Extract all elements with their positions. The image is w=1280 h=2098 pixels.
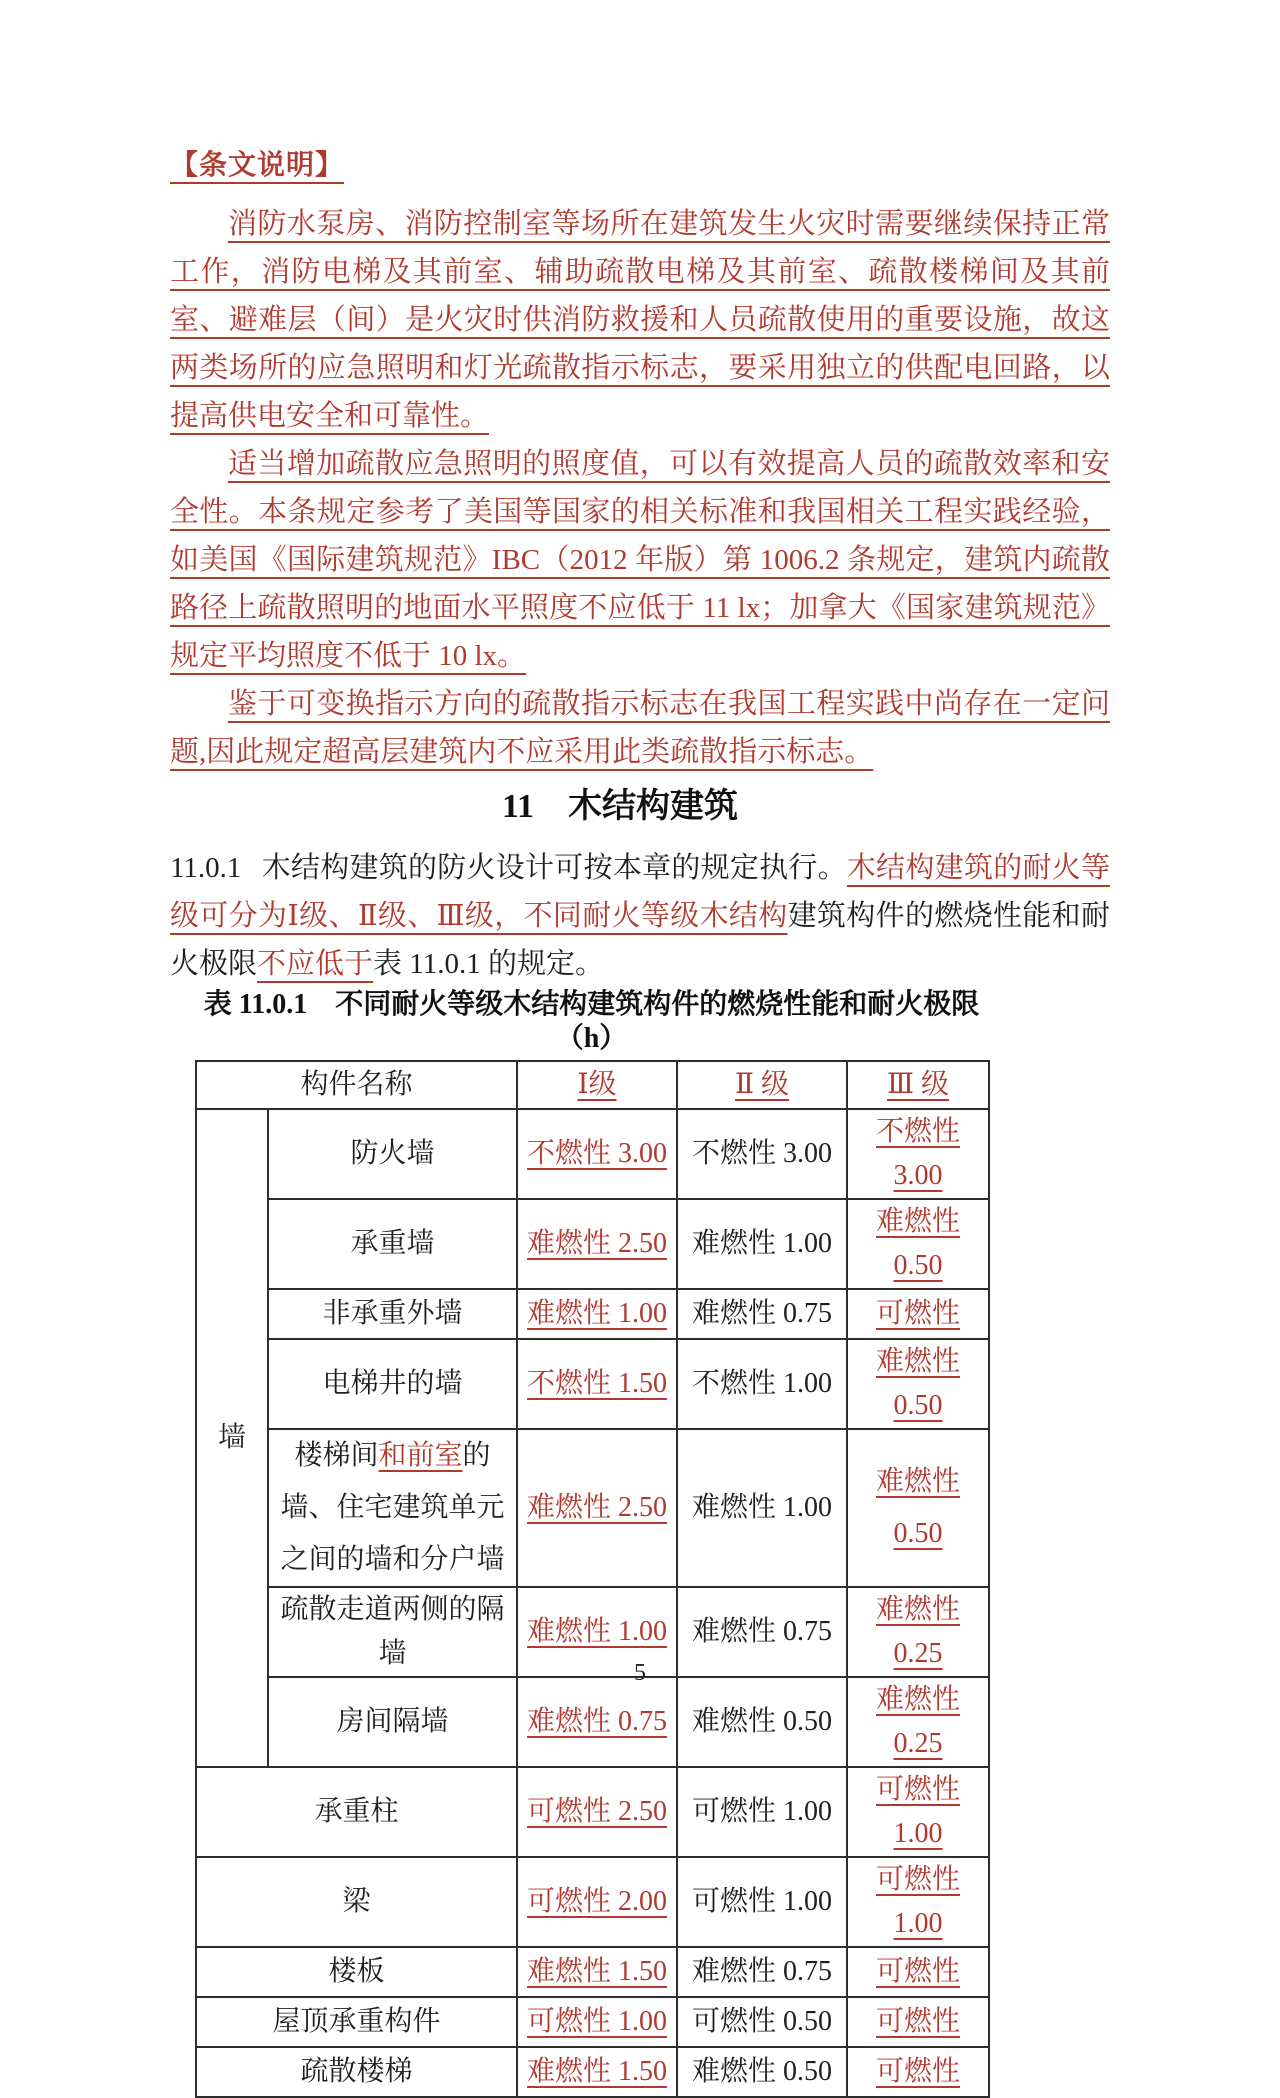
wall-group-cell: 墙 [196, 1109, 268, 1767]
cell-level1: 不燃性 3.00 [517, 1109, 677, 1199]
cell-level2: 难燃性 0.75 [677, 1947, 847, 1997]
paragraph-3 [170, 680, 1110, 776]
clause-text-red-3: 低于 [315, 948, 374, 980]
cell-level3: 难燃性 0.50 [847, 1429, 989, 1587]
header-level-2: Ⅱ 级 [677, 1061, 847, 1109]
row-name: 屋顶承重构件 [196, 1997, 517, 2047]
row-name: 电梯井的墙 [268, 1339, 517, 1429]
row-name: 楼梯间和前室的墙、住宅建筑单元之间的墙和分户墙 [268, 1429, 517, 1587]
cell-level2: 不燃性 3.00 [677, 1109, 847, 1199]
cell-level1: 难燃性 1.50 [517, 2047, 677, 2097]
cell-level3: 可燃性 [847, 1947, 989, 1997]
row-name-red-part: 和前室 [378, 1440, 463, 1471]
table-row-nonloadbearing-exterior-wall [196, 1289, 989, 1339]
cell-level2: 难燃性 0.75 [677, 1587, 847, 1677]
cell-level2: 可燃性 1.00 [677, 1767, 847, 1857]
header-level-3: Ⅲ 级 [847, 1061, 989, 1109]
cell-level3: 可燃性 [847, 2047, 989, 2097]
table-row-firewall [196, 1109, 989, 1199]
clause-text-black-2: 建筑构件的燃烧性能和耐火极限 [170, 900, 1110, 980]
cell-level1: 难燃性 2.50 [517, 1199, 677, 1289]
cell-level1: 难燃性 1.00 [517, 1587, 677, 1677]
table-row-stairwell-unit-walls [196, 1429, 989, 1587]
table-row-room-partition [196, 1677, 989, 1767]
cell-level3: 难燃性 0.50 [847, 1339, 989, 1429]
cell-level2: 难燃性 1.00 [677, 1199, 847, 1289]
cell-level2: 不燃性 1.00 [677, 1339, 847, 1429]
table-row-elevator-shaft-wall [196, 1339, 989, 1429]
clause-11-0-1 [170, 844, 1110, 988]
cell-level3: 难燃性 0.25 [847, 1587, 989, 1677]
cell-level1: 难燃性 1.50 [517, 1947, 677, 1997]
cell-level2: 可燃性 1.00 [677, 1857, 847, 1947]
cell-level1: 难燃性 2.50 [517, 1429, 677, 1587]
table-row-loadbearing-wall [196, 1199, 989, 1289]
table-row-beam [196, 1857, 989, 1947]
paragraph-1-text: 消防水泵房、消防控制室等场所在建筑发生火灾时需要继续保持正常工作，消防电梯及其前室、辅助疏散电梯及其前室、疏散楼梯间及其前室、避难层（间）是火灾时供消防救援和人员疏散使用的重要设施，故这两类场所的应急照明和灯光疏散指示标志，要采用独立的供配电回路，以提高供电安全和可靠性。 [170, 208, 1110, 432]
table-header-row [196, 1061, 989, 1109]
clause-text-black-1: 木结构建筑的防火设计可按本章的规定执行。 [261, 852, 847, 884]
row-name: 非承重外墙 [268, 1289, 517, 1339]
fire-resistance-table [195, 1060, 990, 2098]
cell-level1: 可燃性 1.00 [517, 1997, 677, 2047]
cell-level3: 不燃性 3.00 [847, 1109, 989, 1199]
cell-level2: 可燃性 0.50 [677, 1997, 847, 2047]
table-row-floor-slab [196, 1947, 989, 1997]
cell-level3: 可燃性 1.00 [847, 1857, 989, 1947]
table-row-evacuation-stair [196, 2047, 989, 2097]
cell-level3: 难燃性 0.50 [847, 1199, 989, 1289]
cell-level2: 难燃性 0.50 [677, 1677, 847, 1767]
cell-level1: 可燃性 2.00 [517, 1857, 677, 1947]
row-name: 疏散楼梯 [196, 2047, 517, 2097]
clause-number: 11.0.1 [170, 852, 242, 884]
row-name: 楼板 [196, 1947, 517, 1997]
paragraph-1 [170, 200, 1110, 440]
cell-level3: 可燃性 [847, 1997, 989, 2047]
cell-level3: 可燃性 1.00 [847, 1767, 989, 1857]
row-name: 疏散走道两侧的隔墙 [268, 1587, 517, 1677]
header-component-name: 构件名称 [196, 1061, 517, 1109]
cell-level1: 难燃性 1.00 [517, 1289, 677, 1339]
page-number: 5 [634, 1660, 646, 1686]
cell-level2: 难燃性 0.75 [677, 1289, 847, 1339]
paragraph-2 [170, 440, 1110, 680]
document-page [170, 0, 1110, 2098]
clause-text-red-1: 木结构建筑的耐火等级可分为Ⅰ级、Ⅱ级、Ⅲ级，不同耐火等级木结构 [170, 852, 1110, 932]
cell-level2: 难燃性 1.00 [677, 1429, 847, 1587]
cell-level2: 难燃性 0.50 [677, 2047, 847, 2097]
header-level-1: Ⅰ级 [517, 1061, 677, 1109]
cell-level1: 不燃性 1.50 [517, 1339, 677, 1429]
cell-level3: 难燃性 0.25 [847, 1677, 989, 1767]
table-row-roof-loadbearing-member [196, 1997, 989, 2047]
clause-text-red-2: 不应 [257, 948, 316, 980]
cell-level3: 可燃性 [847, 1289, 989, 1339]
table-caption: 表 11.0.1 不同耐火等级木结构建筑构件的燃烧性能和耐火极限（h） [203, 989, 980, 1054]
paragraph-2-text: 适当增加疏散应急照明的照度值，可以有效提高人员的疏散效率和安全性。本条规定参考了美国等国家的相关标准和我国相关工程实践经验，如美国《国际建筑规范》IBC（2012 年版）第 1006.2 条规定，建筑内疏散路径上疏散照明的地面水平照度不应低于 11 lx；加拿大《国家建筑规范》规定平均照度不低于 10 lx。 [170, 448, 1110, 672]
row-name: 承重墙 [268, 1199, 517, 1289]
row-name: 梁 [196, 1857, 517, 1947]
cell-level1: 可燃性 2.50 [517, 1767, 677, 1857]
table-row-loadbearing-column [196, 1767, 989, 1857]
row-name: 房间隔墙 [268, 1677, 517, 1767]
row-name: 防火墙 [268, 1109, 517, 1199]
paragraph-3-text: 鉴于可变换指示方向的疏散指示标志在我国工程实践中尚存在一定问题,因此规定超高层建筑内不应采用此类疏散指示标志。 [170, 688, 1110, 768]
cell-level1: 难燃性 0.75 [517, 1677, 677, 1767]
section-label: 【条文说明】 [170, 150, 345, 181]
chapter-heading: 11 木结构建筑 [501, 788, 739, 825]
row-name: 承重柱 [196, 1767, 517, 1857]
clause-text-black-3: 表 11.0.1 的规定。 [373, 948, 604, 980]
